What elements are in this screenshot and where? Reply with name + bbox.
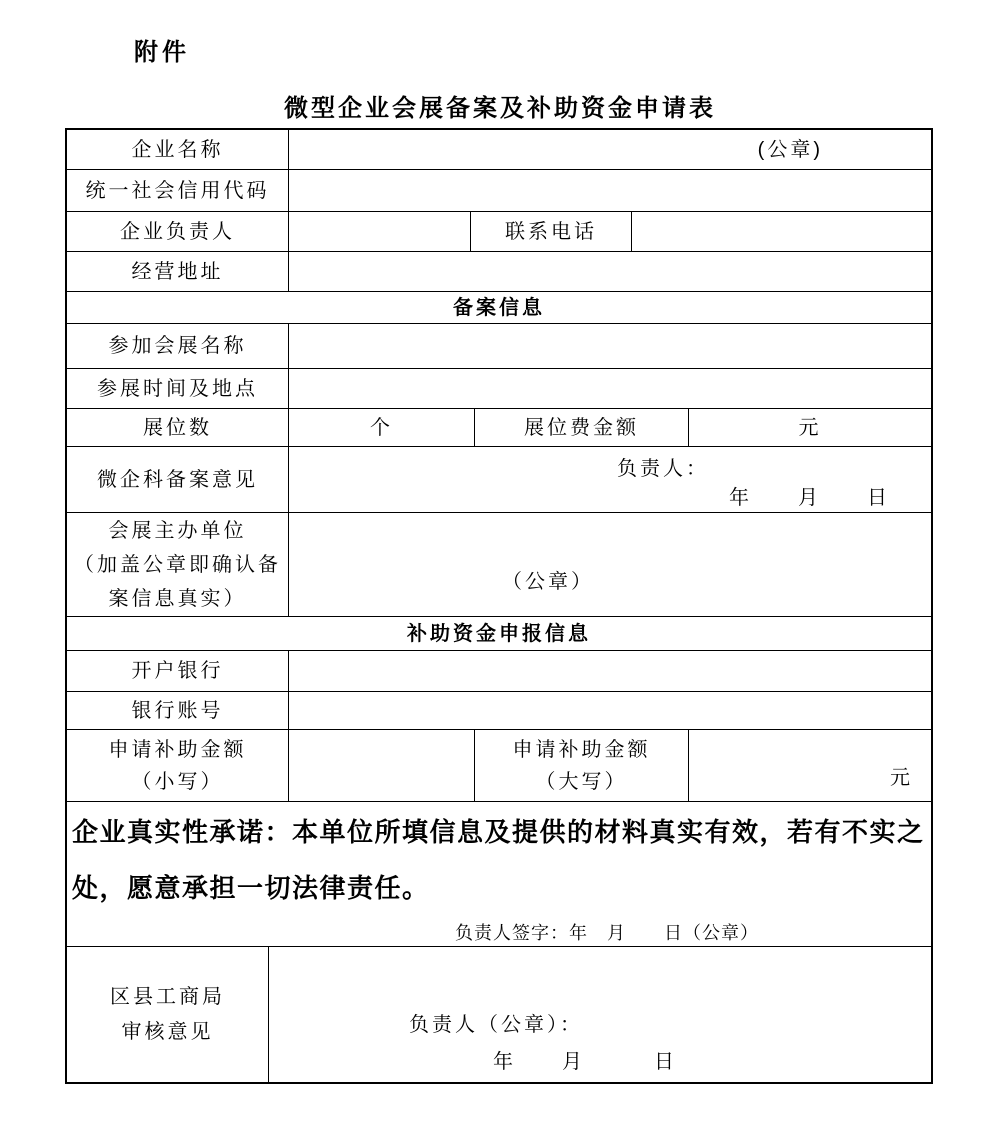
organizer-label-line3: 案信息真实） bbox=[108, 587, 247, 610]
review-label-line1: 区县工商局 bbox=[110, 985, 225, 1008]
booth-fee-unit: 元 bbox=[798, 416, 822, 439]
row-review-opinion bbox=[67, 947, 931, 1082]
row-company-name bbox=[67, 130, 931, 170]
commitment-text: 企业真实性承诺：本单位所填信息及提供的材料真实有效，若有不实之处，愿意承担一切法律责任。 bbox=[72, 817, 925, 903]
row-organizer bbox=[67, 513, 931, 617]
row-bank bbox=[67, 651, 931, 692]
amount-numeric-label bbox=[67, 730, 289, 801]
filing-opinion-label: 微企科备案意见 bbox=[67, 447, 289, 512]
review-manager-line: 负责人（公章）： bbox=[409, 1014, 583, 1036]
row-credit-code bbox=[67, 170, 931, 212]
review-label-line2: 审核意见 bbox=[121, 1020, 214, 1043]
leader-value bbox=[289, 212, 471, 251]
company-name-label: 企业名称 bbox=[67, 130, 289, 169]
review-value bbox=[269, 947, 931, 1082]
row-leader-phone bbox=[67, 212, 931, 252]
subsidy-section-header: 补助资金申报信息 bbox=[407, 622, 591, 645]
amount-numeric-value bbox=[289, 730, 475, 801]
row-booth bbox=[67, 409, 931, 447]
account-label: 银行账号 bbox=[67, 692, 289, 729]
amount-words-value bbox=[689, 730, 931, 801]
amount-numeric-label-line1: 申请补助金额 bbox=[108, 738, 247, 761]
row-exhibition-time bbox=[67, 369, 931, 409]
bank-value bbox=[289, 651, 931, 691]
amount-words-label-line2: （大写） bbox=[535, 770, 628, 793]
row-subsidy-section bbox=[67, 617, 931, 651]
address-value bbox=[289, 252, 931, 291]
exhibition-time-label: 参展时间及地点 bbox=[67, 369, 289, 408]
row-address bbox=[67, 252, 931, 292]
row-filing-section bbox=[67, 292, 931, 324]
account-value bbox=[289, 692, 931, 729]
row-exhibition-name bbox=[67, 324, 931, 369]
attachment-label: 附件 bbox=[134, 39, 190, 66]
filing-opinion-manager: 负责人： bbox=[617, 458, 709, 480]
exhibition-name-label: 参加会展名称 bbox=[67, 324, 289, 368]
row-account bbox=[67, 692, 931, 730]
row-commitment bbox=[67, 802, 931, 947]
organizer-label-line2: （加盖公章即确认备 bbox=[74, 553, 281, 576]
exhibition-name-value bbox=[289, 324, 931, 368]
organizer-label-line1: 会展主办单位 bbox=[108, 519, 247, 542]
amount-words-label-line1: 申请补助金额 bbox=[512, 738, 651, 761]
company-name-value bbox=[289, 130, 931, 169]
credit-code-value bbox=[289, 170, 931, 211]
review-label bbox=[67, 947, 269, 1082]
booth-count-unit: 个 bbox=[289, 409, 475, 446]
booth-fee-label: 展位费金额 bbox=[475, 409, 689, 446]
row-subsidy-amount bbox=[67, 730, 931, 802]
booth-count-label: 展位数 bbox=[67, 409, 289, 446]
organizer-value bbox=[289, 513, 931, 616]
commitment-signature-line: 负责人签字：年 月 日（公章） bbox=[455, 923, 759, 943]
leader-label: 企业负责人 bbox=[67, 212, 289, 251]
exhibition-time-value bbox=[289, 369, 931, 408]
amount-unit-hint: 元 bbox=[890, 767, 913, 789]
filing-section-header: 备案信息 bbox=[453, 296, 545, 319]
phone-label: 联系电话 bbox=[471, 212, 632, 251]
organizer-label bbox=[67, 513, 289, 616]
phone-value bbox=[632, 212, 931, 251]
organizer-seal-hint: （公章） bbox=[502, 571, 594, 593]
bank-label: 开户银行 bbox=[67, 651, 289, 691]
row-filing-opinion bbox=[67, 447, 931, 513]
amount-words-label bbox=[475, 730, 689, 801]
credit-code-label: 统一社会信用代码 bbox=[67, 170, 289, 211]
review-date-line: 年 月 日 bbox=[493, 1051, 677, 1073]
form-title: 微型企业会展备案及补助资金申请表 bbox=[284, 95, 716, 122]
company-seal-hint: (公章) bbox=[757, 138, 823, 161]
filing-opinion-date: 年 月 日 bbox=[729, 487, 890, 509]
commitment-cell bbox=[67, 802, 931, 946]
application-form-table bbox=[65, 128, 933, 1084]
address-label: 经营地址 bbox=[67, 252, 289, 291]
amount-numeric-label-line2: （小写） bbox=[131, 770, 224, 793]
filing-opinion-value bbox=[289, 447, 931, 512]
